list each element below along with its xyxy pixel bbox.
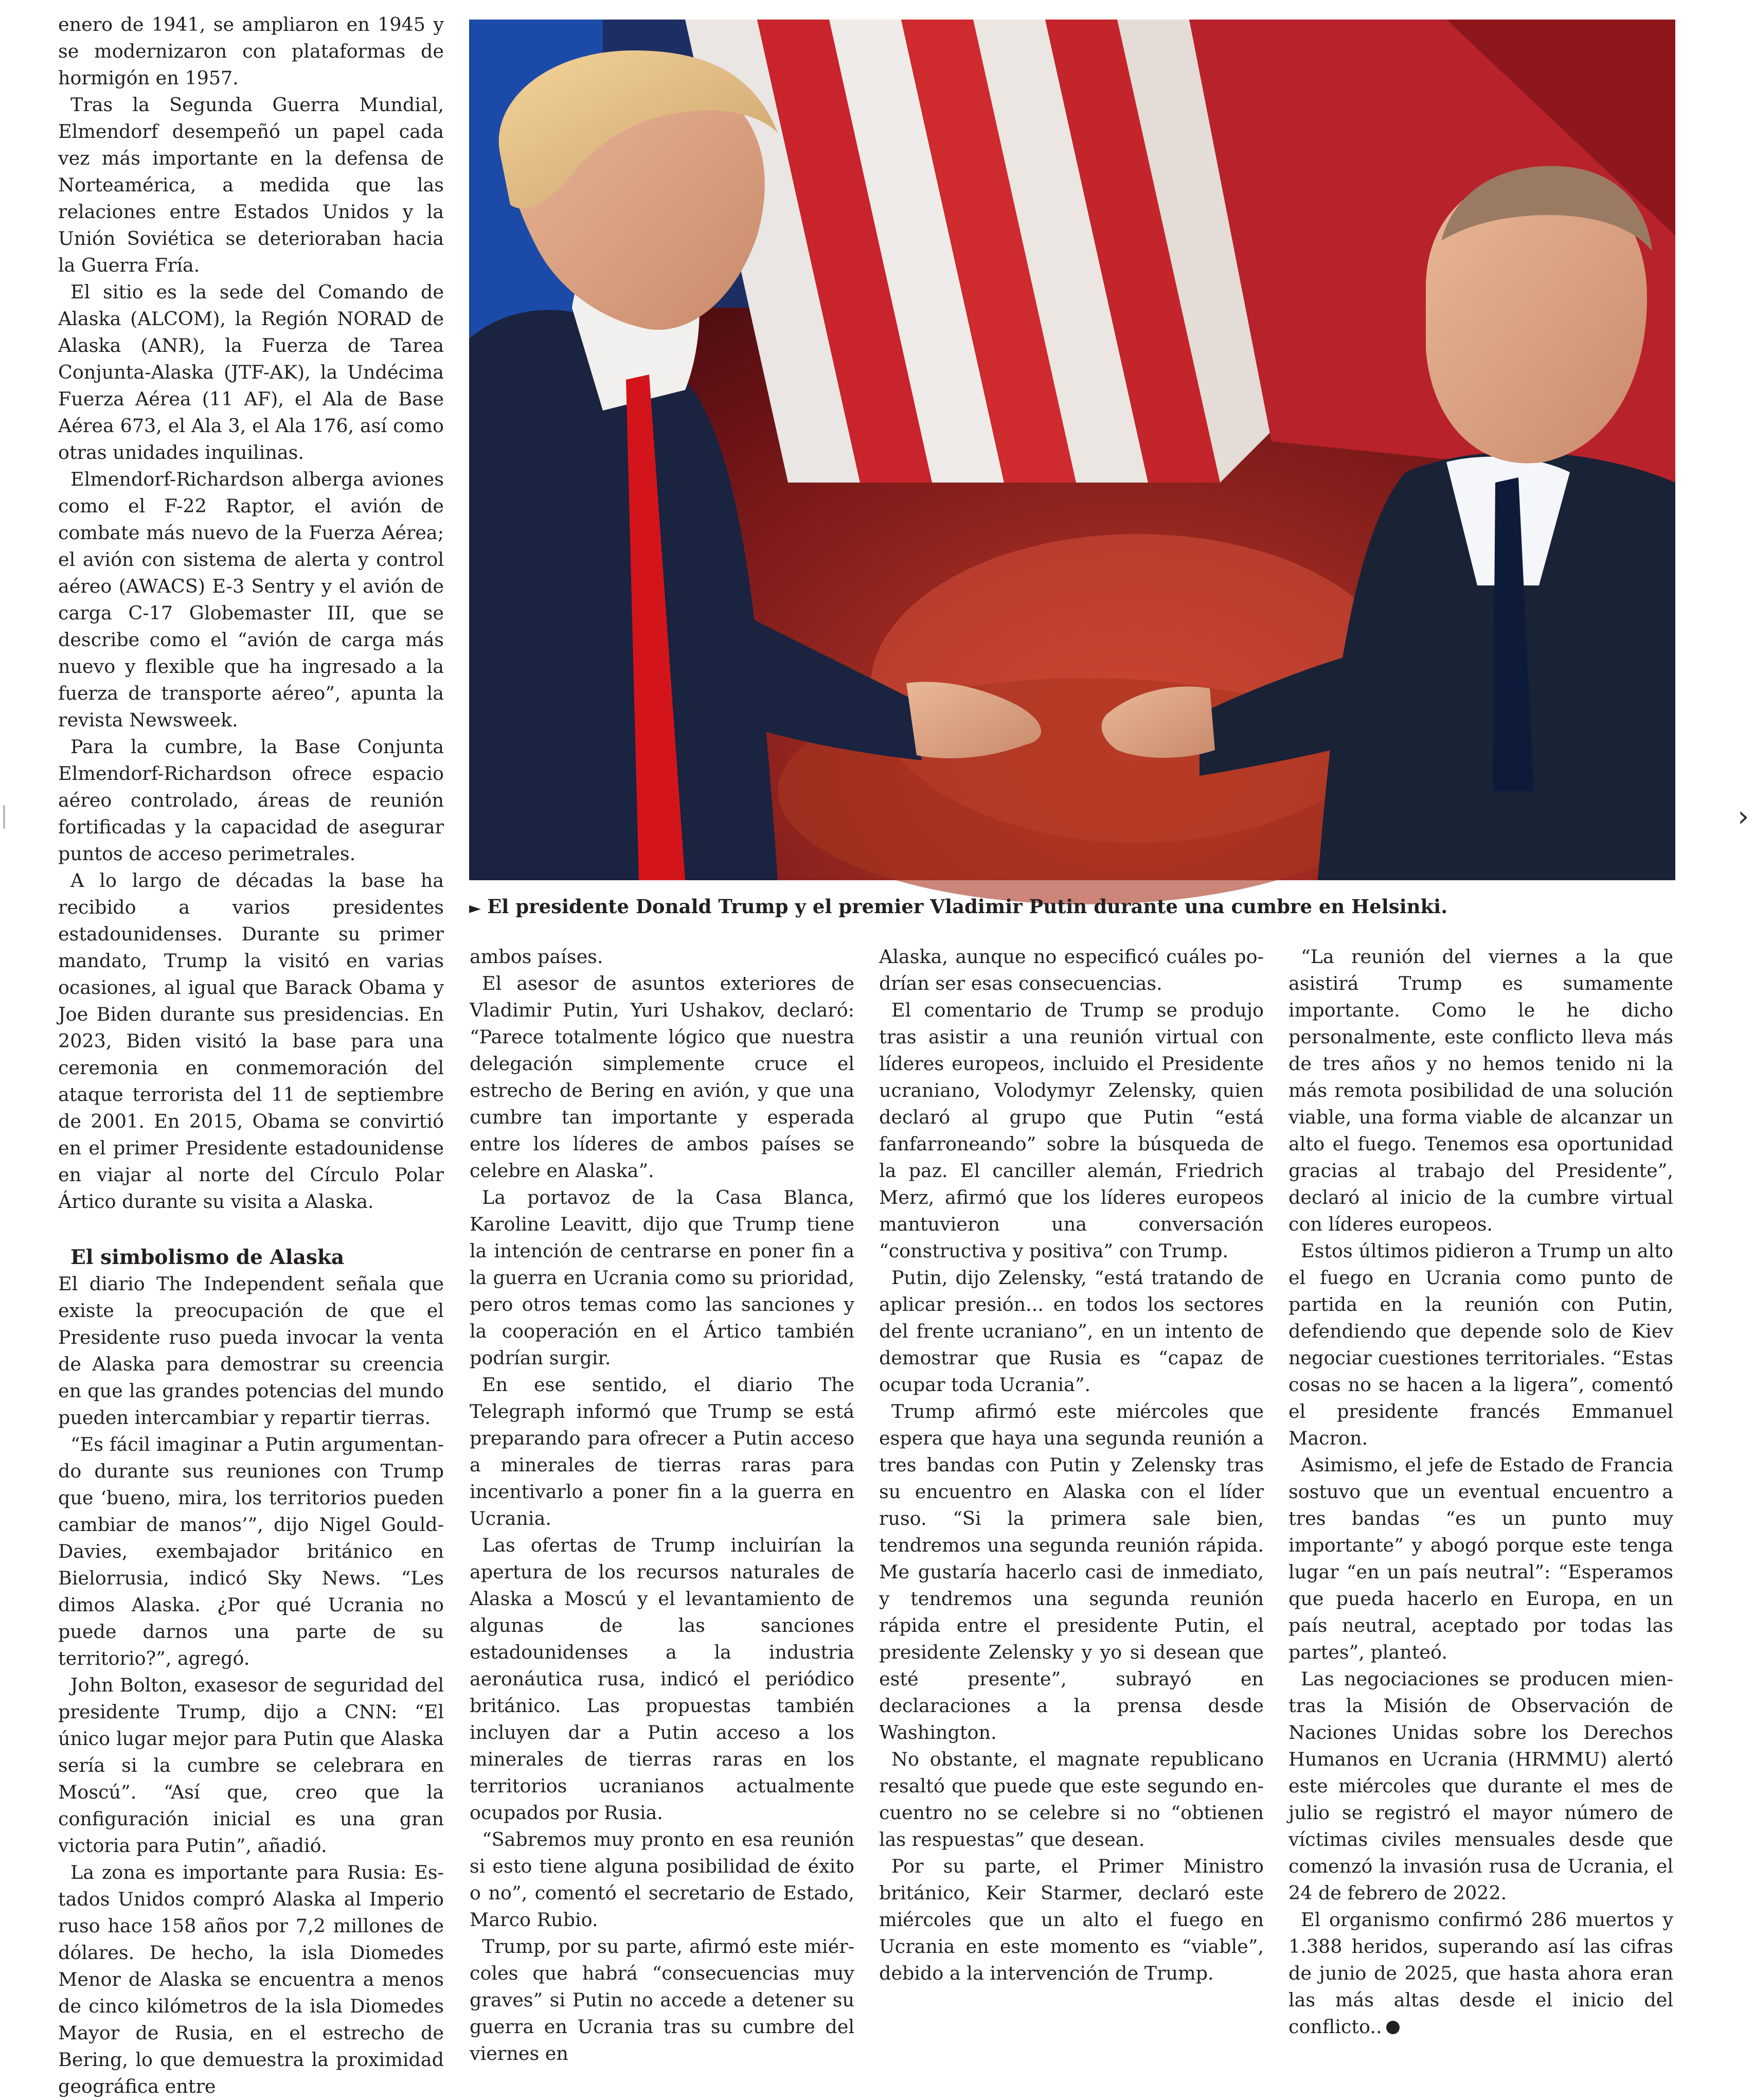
paragraph: “Sabremos muy pronto en esa reunión si esto tiene alguna posibilidad de éxito o no”, comentó el secretario de Estado, Marco Rubio. xyxy=(470,1828,854,1931)
end-of-article-icon xyxy=(1386,2021,1400,2034)
caption-text: El presidente Donald Trump y el premier Vladimir Putin durante una cumbre en Helsinki. xyxy=(487,895,1448,918)
paragraph: A lo largo de décadas la base ha recibido a varios presidentes estadounidenses. Durante su primer mandato, Trump la visitó en varias ocasiones, al igual que Barack Obama y Joe Biden durante sus presidencias. En 2023, Biden visitó la base para una ceremonia en conmemoración del ataque terrorista del 11 de septiembre de 2001. En 2015, Obama se convirtió en el primer Presidente estadounidense en viajar al norte del Círculo Polar Ártico durante su visita a Alaska. xyxy=(58,869,444,1213)
photo-caption xyxy=(469,893,1675,922)
article-photo xyxy=(469,20,1675,880)
paragraph: Tras la Segunda Guerra Mundial, Elmendorf desempeñó un papel cada vez más importante en la defensa de Norteamérica, a medida que las relaciones entre Estados Unidos y la Unión Soviética se deterioraban hacia la Guerra Fría. xyxy=(58,94,444,276)
handshake-photo xyxy=(469,20,1675,880)
paragraph: “Es fácil imaginar a Putin argumentando durante sus reuniones con Trump que ‘bueno, mira, los territorios pueden cambiar de manos’”, dijo Nigel Gould-Davies, exembajador británico en Bielorrusia, indicó Sky News. “Les dimos Alaska. ¿Por qué Ucrania no puede darnos una parte de su territorio?”, agregó. xyxy=(58,1433,444,1669)
paragraph-final xyxy=(1288,1907,1673,2040)
paragraph: Trump, por su parte, afirmó este miércoles que habrá “consecuencias muy graves” si Putin no accede a detener su guerra en Ucrania tras su cumbre del viernes en xyxy=(470,1935,854,2065)
paragraph: Trump afirmó este miércoles que espera que haya una segunda reunión a tres bandas con Putin y Zelensky tras su encuentro en Alaska con el líder ruso. “Si la primera sale bien, tendremos una segunda reunión rápida. Me gustaría hacerlo casi de inmediato, y tendremos una segunda reunión rápida entre el presidente Putin, el presidente Zelensky y yo si desean que esté presente”, subrayó en declaraciones a la prensa desde Washington. xyxy=(879,1400,1264,1743)
paragraph: Las negociaciones se producen mientras la Misión de Observación de Naciones Unidas sobre los Derechos Humanos en Ucrania (HRMMU) alertó este miércoles que durante el mes de julio se registró el mayor número de víctimas civiles mensuales desde que comenzó la invasión rusa de Ucrania, el 24 de febrero de 2022. xyxy=(1288,1668,1673,1904)
paragraph: Elmendorf-Richardson alberga aviones como el F-22 Raptor, el avión de combate más nuevo de la Fuerza Aérea; el avión con sistema de alerta y control aéreo (AWACS) E-3 Sentry y el avión de carga C-17 Globemaster III, que se describe como el “avión de carga más nuevo y flexible que ha ingresado a la fuerza de transporte aéreo”, apunta la revista Newsweek. xyxy=(58,468,444,731)
paragraph: El sitio es la sede del Comando de Alaska (ALCOM), la Región NORAD de Alaska (ANR), la Fuerza de Tarea Conjunta-Alaska (JTF-AK), la Undécima Fuerza Aérea (11 AF), el Ala de Base Aérea 673, el Ala 3, el Ala 176, así como otras unidades inquilinas. xyxy=(58,281,444,464)
article-column-3 xyxy=(879,944,1264,1987)
paragraph: Por su parte, el Primer Ministro británico, Keir Starmer, declaró este miércoles que un alto el fuego en Ucrania en este momento es “viable”, debido a la intervención de Trump. xyxy=(879,1855,1264,1984)
paragraph: La zona es importante para Rusia: Estados Unidos compró Alaska al Imperio ruso hace 158 años por 7,2 millones de dólares. De hecho, la isla Diomedes Menor de Alaska se encuentra a menos de cinco kilómetros de la isla Diomedes Mayor de Rusia, en el estrecho de Bering, lo que demuestra la proximidad geográfica entre xyxy=(58,1861,444,2097)
next-page-icon[interactable]: › xyxy=(1738,800,1749,833)
paragraph: Estos últimos pidieron a Trump un alto el fuego en Ucrania como punto de partida en la reunión con Putin, defendiendo que depende solo de Kiev negociar cuestiones territoriales. “Estas cosas no se hacen a la ligera”, comentó el presidente francés Emmanuel Macron. xyxy=(1288,1240,1673,1449)
paragraph: Asimismo, el jefe de Estado de Francia sostuvo que un eventual encuentro a tres bandas “es un punto muy importante” y abogó porque este tenga lugar “en un país neutral”: “Esperamos que pueda hacerlo en Europa, en un país neutral, aceptado por todas las partes”, planteó. xyxy=(1288,1454,1673,1663)
paragraph: Para la cumbre, la Base Conjunta Elmendorf-Richardson ofrece espacio aéreo controlado, áreas de reunión fortificadas y la capacidad de asegurar puntos de acceso perimetrales. xyxy=(58,736,444,865)
caption-marker-icon: ► xyxy=(469,899,481,917)
paragraph: “La reunión del viernes a la que asistirá Trump es sumamente importante. Como le he dicho personalmente, este conflicto lleva más de tres años y no hemos tenido ni la más remota posibilidad de una solución viable, una forma viable de alcanzar un alto el fuego. Tenemos esa oportunidad gracias al trabajo del Presidente”, declaró al inicio de la cumbre virtual con líderes europeos. xyxy=(1288,946,1673,1235)
paragraph: John Bolton, exasesor de seguridad del presidente Trump, dijo a CNN: “El único lugar mejor para Putin que Alaska sería si la cumbre se celebrara en Moscú”. “Así que, creo que la configuración inicial es una gran victoria para Putin”, añadió. xyxy=(58,1674,444,1857)
section-subhead: El simbolismo de Alaska xyxy=(70,1245,345,1269)
paragraph-text: El organismo confirmó 286 muertos y 1.388 heridos, superando así las cifras de junio de 2025, que hasta ahora eran las más altas desde el inicio del conflicto.. xyxy=(1288,1909,1673,2038)
paragraph: enero de 1941, se ampliaron en 1945 y se modernizaron con plataformas de hormigón en 1957. xyxy=(58,13,444,89)
paragraph: No obstante, el magnate republicano resaltó que puede que este segundo encuentro no se celebre si no “obtienen las respuestas” que desean. xyxy=(879,1748,1264,1850)
paragraph: Las ofertas de Trump incluirían la apertura de los recursos naturales de Alaska a Moscú y el levantamiento de algunas de las sanciones estadounidenses a la industria aeronáutica rusa, indicó el periódico británico. Las propuestas también incluyen dar a Putin acceso a los minerales de tierras raras en los territorios ucranianos actualmente ocupados por Rusia. xyxy=(470,1534,854,1824)
paragraph: Alaska, aunque no especificó cuáles podrían ser esas consecuencias. xyxy=(879,946,1264,994)
article-column-4 xyxy=(1288,944,1673,2040)
previous-page-icon[interactable] xyxy=(0,805,5,829)
paragraph: El diario The Independent señala que existe la preocupación de que el Presidente ruso pueda invocar la venta de Alaska para demostrar su creencia en que las grandes potencias del mundo pueden intercambiar y repartir tierras. xyxy=(58,1273,444,1429)
paragraph: ambos países. xyxy=(470,946,603,968)
article-column-2 xyxy=(470,944,854,2067)
paragraph: En ese sentido, el diario The Telegraph informó que Trump se está preparando para ofrecer a Putin acceso a minerales de tierras raras para incentivarlo a poner fin a la guerra en Ucrania. xyxy=(470,1374,854,1529)
paragraph: La portavoz de la Casa Blanca, Karoline Leavitt, dijo que Trump tiene la intención de centrarse en poner fin a la guerra en Ucrania como su prioridad, pero otros temas como las sanciones y la cooperación en el Ártico también podrían surgir. xyxy=(470,1186,854,1369)
paragraph: Putin, dijo Zelensky, “está tratando de aplicar presión... en todos los sectores del frente ucraniano”, en un intento de demostrar que Rusia es “capaz de ocupar toda Ucrania”. xyxy=(879,1267,1264,1396)
paragraph: El asesor de asuntos exteriores de Vladimir Putin, Yuri Ushakov, declaró: “Parece totalmente lógico que nuestra delegación simplemente cruce el estrecho de Bering en avión, y que una cumbre tan importante y esperada entre los líderes de ambos países se celebre en Alaska”. xyxy=(470,972,854,1182)
article-column-1 xyxy=(58,11,444,2100)
paragraph: El comentario de Trump se produjo tras asistir a una reunión virtual con líderes europeos, incluido el Presidente ucraniano, Volodymyr Zelensky, quien declaró al grupo que Putin “está fanfarroneando” sobre la búsqueda de la paz. El canciller alemán, Friedrich Merz, afirmó que los líderes europeos mantuvieron una conversación “constructiva y positiva” con Trump. xyxy=(879,999,1264,1262)
